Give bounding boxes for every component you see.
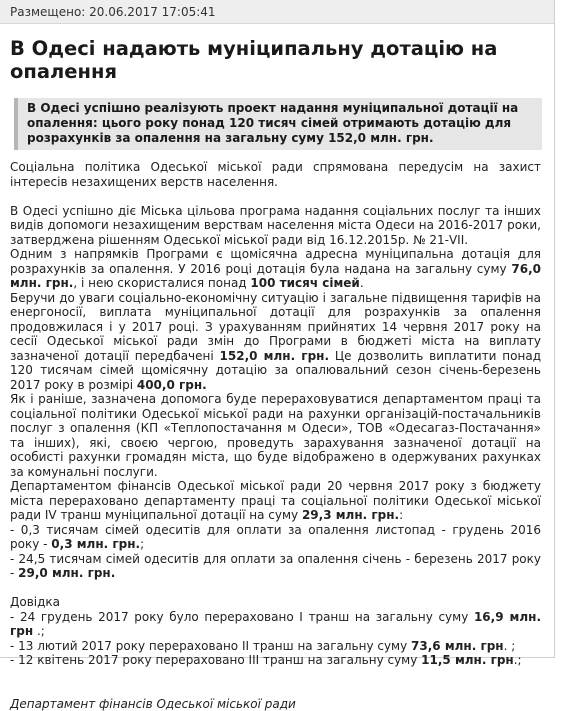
tranche-ii-amount: 73,6 млн. грн: [411, 639, 504, 653]
tranche-i-amount: 16,9 млн. грн: [10, 610, 541, 639]
spacer: [10, 668, 541, 683]
paragraph-tranche-iv: [10, 479, 541, 523]
monthly-amount: 400,0 грн.: [137, 378, 207, 392]
text-span: :: [399, 508, 403, 522]
list-item: [10, 552, 541, 581]
article-lead: В Одесі успішно реалізують проект надання муніципальної дотації на опалення: цього року понад 120 тисяч сімей отримають дотацію для розрахунків за опалення на загальну суму 152,0 млн. грн.: [14, 98, 542, 150]
text-span: Одним з напрямків Програми є щомісячна адресна муніципальна дотація для розрахунків за опалення. У 2016 році дотація була надана на загальну суму: [10, 247, 541, 276]
list-item: [10, 523, 541, 552]
text-span: .;: [514, 653, 522, 667]
reference-title: Довідка: [10, 595, 541, 610]
amount-2016: 76,0 млн. грн.: [10, 262, 541, 291]
posted-date: Размещено: 20.06.2017 17:05:41: [0, 0, 554, 24]
amount-2016-arrears: 0,3 млн. грн.: [51, 537, 140, 551]
text-span: - 12 квітень 2017 року перераховано ІІІ транш на загальну суму: [10, 653, 421, 667]
text-span: - 24,5 тисячам сімей одеситів для оплати за опалення січень - березень 2017 року -: [10, 552, 541, 581]
text-span: - 13 лютий 2017 року перераховано ІІ транш на загальну суму: [10, 639, 411, 653]
spacer: [10, 682, 541, 697]
text-span: - 24 грудень 2017 року було перераховано І транш на загальну суму: [10, 610, 474, 624]
text-span: Це дозволить виплатити понад 120 тисячам сімей щомісячну дотацію за опалювальний сезон січень-березень 2017 року в розмірі: [10, 349, 541, 392]
text-span: .: [360, 276, 364, 290]
text-span: - 0,3 тисячам сімей одеситів для оплати за опалення листопад - грудень 2016 року -: [10, 523, 541, 552]
text-span: . ;: [504, 639, 516, 653]
paragraph-intro: Соціальна політика Одеської міської ради спрямована передусім на захист інтересів незахищених верств населення.: [10, 160, 541, 189]
text-span: ;: [140, 537, 144, 551]
list-item: [10, 639, 541, 654]
paragraph-program: В Одесі успішно діє Міська цільова програма надання соціальних послуг та інших видів допомоги незахищеним верствам населення міста Одеси на 2016-2017 роки, затверджена рішенням Одеської міської ради від 16.12.2015р. № 21-VII.: [10, 204, 541, 248]
text-span: Департаментом фінансів Одеської міської ради 20 червня 2017 року з бюджету міста перераховано департаменту праці та соціальної політики Одеської міської ради IV транш муніципальної дотації на суму: [10, 479, 541, 522]
text-span: .;: [33, 624, 45, 638]
paragraph-transfer: Як і раніше, зазначена допомога буде перераховуватися департаментом праці та соціальної політики Одеської міської ради на рахунки організацій-постачальників послуг з опалення (КП «Теплопостачання м Одеси», ТОВ «Одесагаз-Постачання» та інших), які, своєю чергою, проведуть зарахування зазначеної дотації на особисті рахунки громадян міста, що буде відображено в одержуваних рахунках за комунальні послуги.: [10, 392, 541, 479]
article-body: [10, 160, 541, 711]
spacer: [10, 189, 541, 204]
text-span: Беручи до уваги соціально-економічну ситуацію і загальне підвищення тарифів на енергоносії, виплата муніципальної дотації для розрахунків за опалення продовжилася і у 2017 році. З урахуванням прийнятих 14 червня 2017 року на сесії Одеської міської ради змін до Програми в бюджеті міста на виплату зазначеної дотації передбачені: [10, 291, 541, 363]
list-item: [10, 610, 541, 639]
families-2016: 100 тисяч сімей: [250, 276, 359, 290]
text-span: , і нею скористалися понад: [73, 276, 250, 290]
list-item: [10, 653, 541, 668]
tranche-iii-amount: 11,5 млн. грн: [421, 653, 514, 667]
paragraph-2016-subsidy: [10, 247, 541, 291]
article-title: В Одесі надають муніципальну дотацію на опалення: [10, 37, 540, 83]
spacer: [10, 581, 541, 596]
paragraph-2017-subsidy: [10, 291, 541, 393]
tranche-iv-amount: 29,3 млн. грн.: [302, 508, 399, 522]
signature: Департамент фінансів Одеської міської ради: [10, 697, 541, 711]
amount-2017-q1: 29,0 млн. грн.: [18, 566, 115, 580]
amount-2017-budget: 152,0 млн. грн.: [220, 349, 330, 363]
